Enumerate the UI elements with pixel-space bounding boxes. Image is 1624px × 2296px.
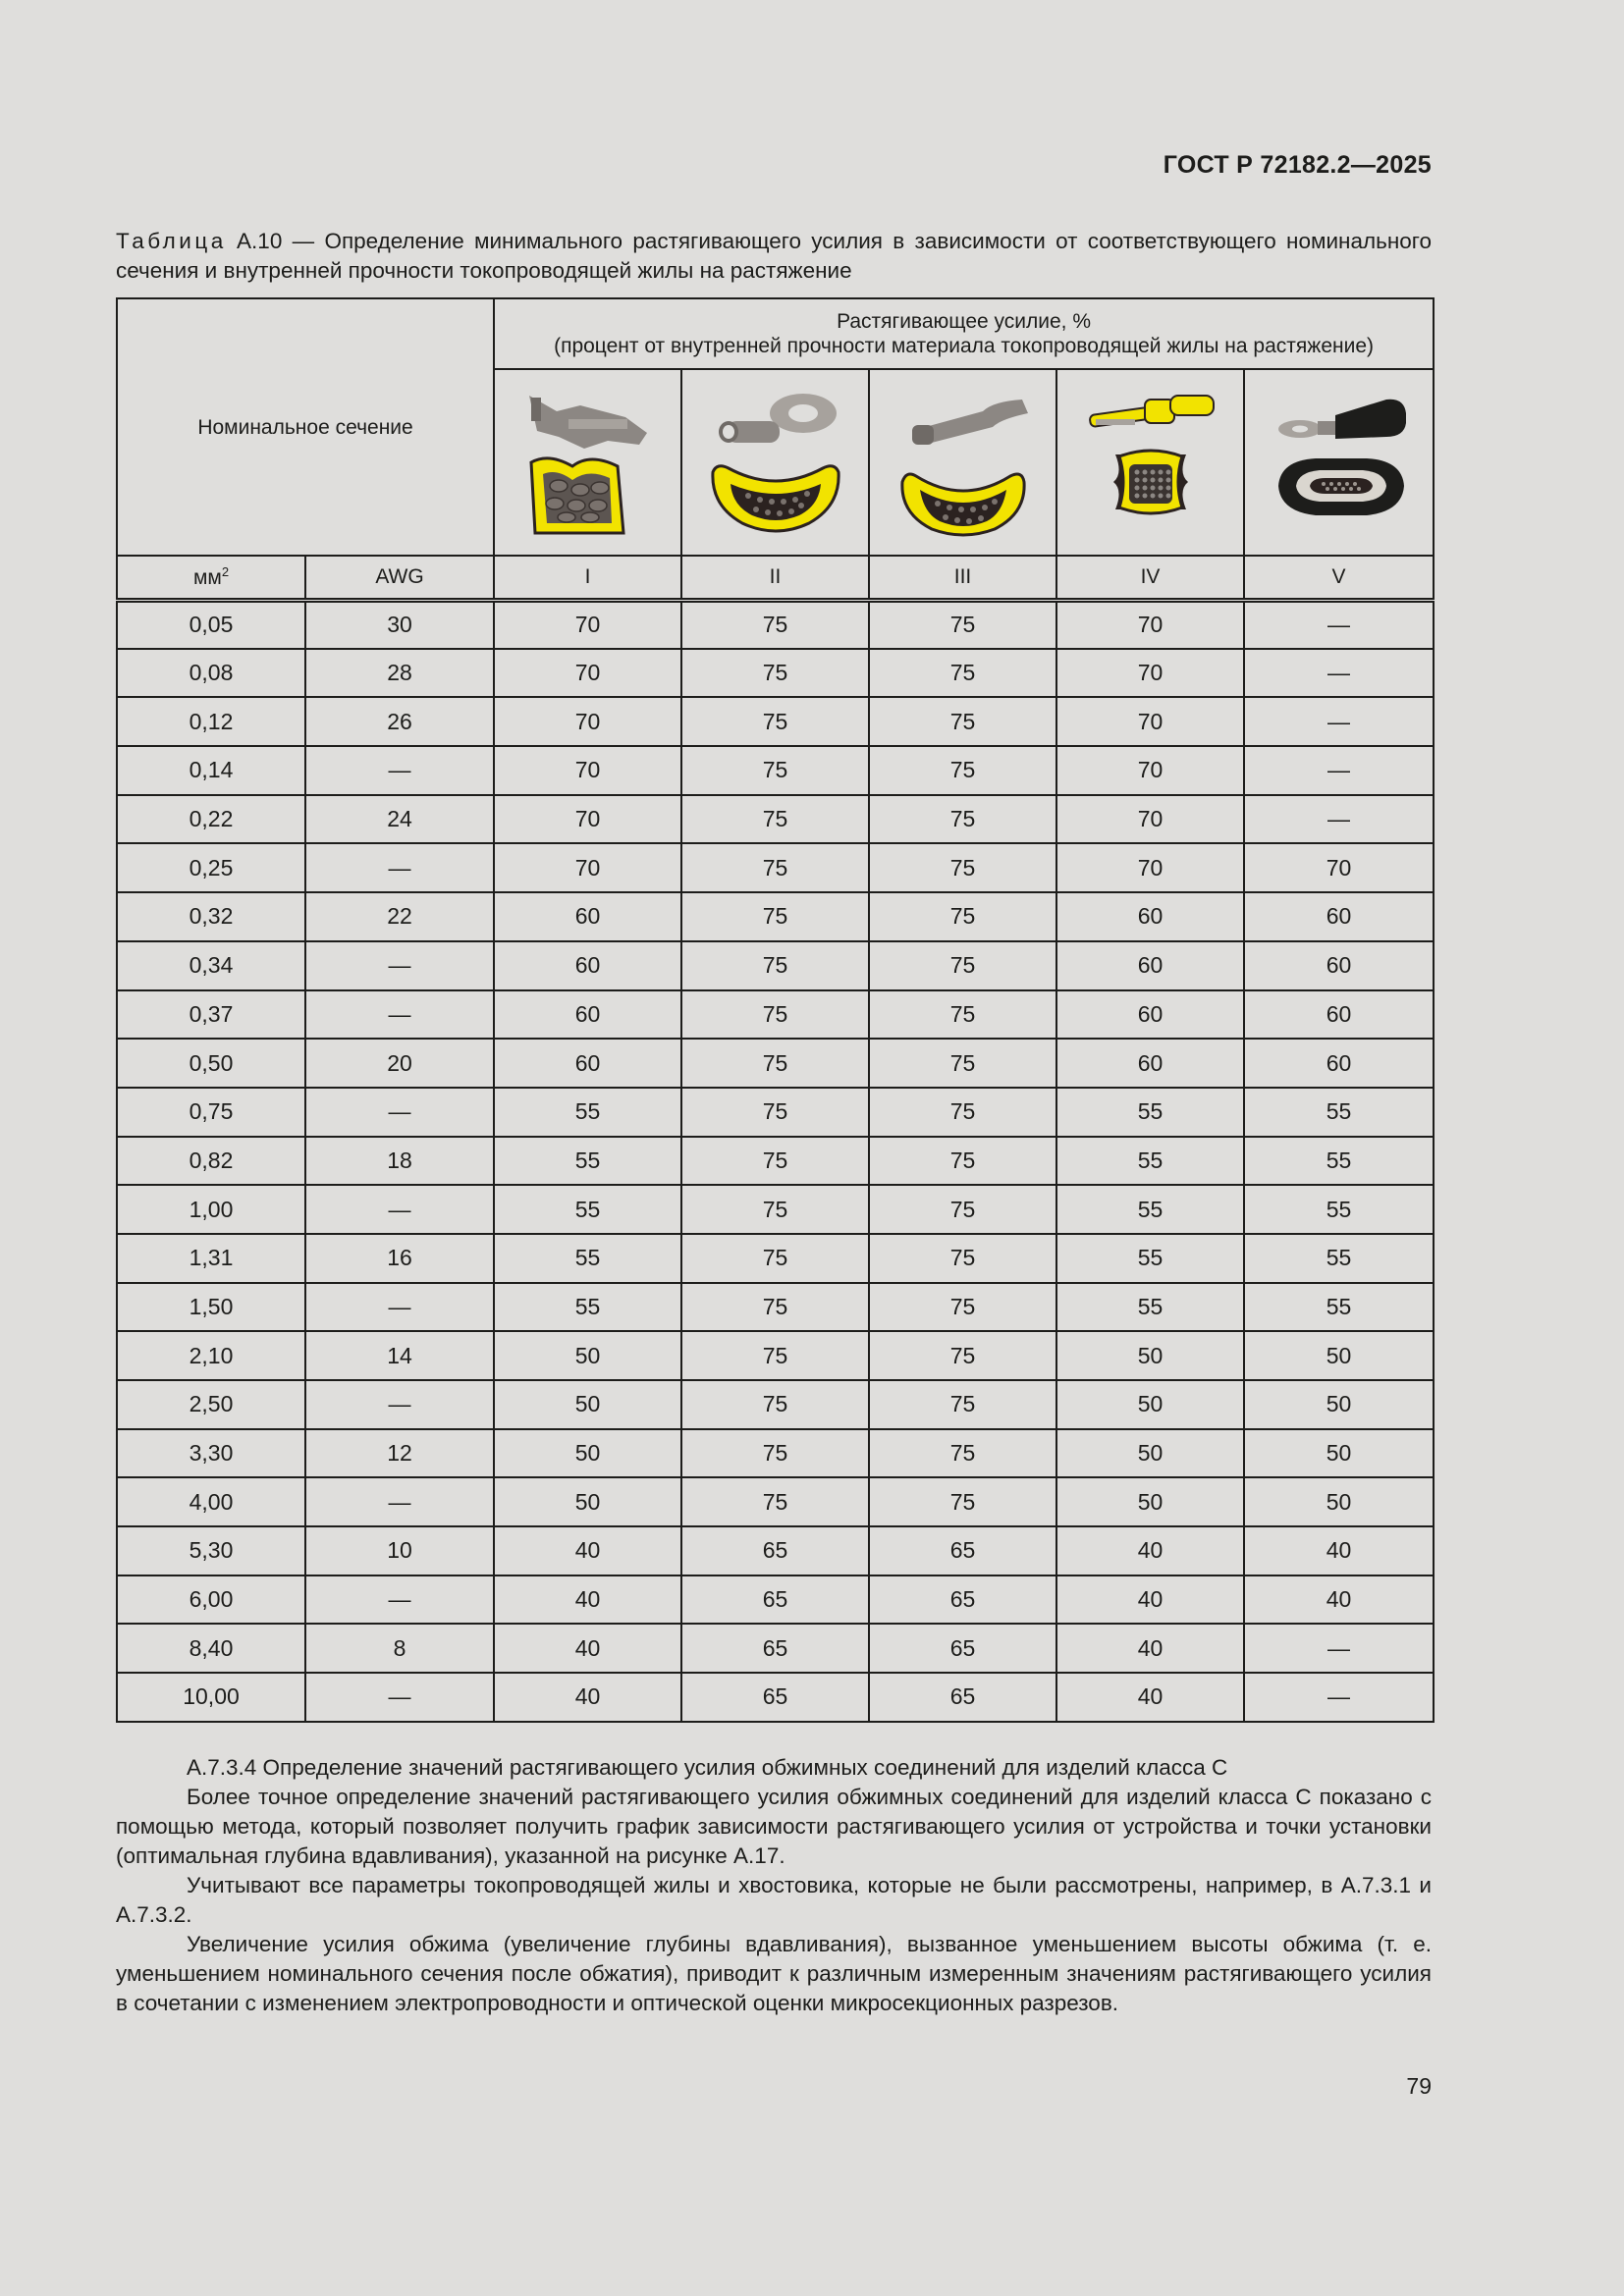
table-cell: 50 [1056,1331,1244,1380]
table-cell: 6,00 [117,1575,305,1625]
terminal-crimp-icon [510,384,667,541]
table-cell: 75 [869,1185,1056,1234]
table-cell: 40 [1244,1526,1434,1575]
table-cell: 70 [1244,843,1434,892]
table-cell: 75 [681,1283,869,1332]
table-cell: 75 [681,1429,869,1478]
table-row [117,746,1434,795]
body-paragraph: А.7.3.4 Определение значений растягивающего усилия обжимных соединений для изделий класса C [187,1755,1228,1780]
table-cell: 22 [305,892,494,941]
table-cell: 75 [681,1137,869,1186]
table-cell: 55 [494,1088,681,1137]
body-paragraph: Увеличение усилия обжима (увеличение глубины вдавливания), вызванное уменьшением высоты обжима (т. е. уменьшением номинального сечения после обжатия), приводит к различным измеренным значениям растягивающего усилия в сочетании с изменением электропроводности и оптической оценки микросекционных разрезов. [116,1932,1432,2015]
table-cell: 28 [305,649,494,698]
table-cell: — [305,1088,494,1137]
mm2-unit: мм [192,565,222,589]
table-row [117,1526,1434,1575]
table-cell: 70 [494,697,681,746]
table-cell: 50 [494,1477,681,1526]
table-row [117,990,1434,1040]
table-cell: 70 [1056,697,1244,746]
table-row [117,1283,1434,1332]
body-paragraph: Учитывают все параметры токопроводящей жилы и хвостовика, которые не были рассмотрены, например, в А.7.3.1 и А.7.3.2. [116,1873,1432,1927]
table-cell: 60 [494,941,681,990]
table-cell: 70 [1056,843,1244,892]
table-cell: — [1244,649,1434,698]
table-cell: — [1244,795,1434,844]
table-cell: 55 [1244,1283,1434,1332]
table-cell: 0,22 [117,795,305,844]
table-cell: — [305,1283,494,1332]
table-cell: 75 [869,843,1056,892]
table-row [117,941,1434,990]
table-cell: 40 [494,1673,681,1722]
table-cell: 40 [494,1575,681,1625]
table-cell: 8 [305,1624,494,1673]
table-cell: 50 [494,1429,681,1478]
page-number: 79 [1406,2073,1432,2099]
table-cell: 55 [1244,1234,1434,1283]
table-cell: 75 [681,941,869,990]
table-cell: 75 [681,1234,869,1283]
table-row [117,697,1434,746]
table-cell: 26 [305,697,494,746]
table-cell: 10,00 [117,1673,305,1722]
tensile-force-title: Растягивающее усилие, % [837,310,1092,333]
table-cell: 0,82 [117,1137,305,1186]
table-cell: 10 [305,1526,494,1575]
table-row [117,1088,1434,1137]
table-cell: 40 [494,1624,681,1673]
ferrule-crimp-icon [1072,384,1229,541]
table-cell: 75 [681,600,869,649]
table-cell: 75 [869,990,1056,1040]
table-cell: — [1244,1673,1434,1722]
table-cell: 60 [494,1039,681,1088]
table-cell: 50 [1244,1429,1434,1478]
table-cell: 75 [681,1477,869,1526]
tensile-force-header [494,298,1434,369]
table-cell: — [305,941,494,990]
table-cell: 55 [494,1234,681,1283]
table-cell: 4,00 [117,1477,305,1526]
column-header-class-iii: III [869,556,1056,600]
table-cell: 12 [305,1429,494,1478]
table-cell: 40 [1056,1575,1244,1625]
table-cell: 55 [1244,1137,1434,1186]
table-cell: 60 [1056,892,1244,941]
table-caption [116,227,1432,286]
table-row [117,1331,1434,1380]
class-i-picture [494,369,681,556]
table-cell: 75 [681,1331,869,1380]
table-cell: — [305,843,494,892]
table-cell: 2,50 [117,1380,305,1429]
table-row [117,1673,1434,1722]
column-header-class-ii: II [681,556,869,600]
table-row [117,1137,1434,1186]
table-cell: 70 [1056,795,1244,844]
table-cell: 75 [869,649,1056,698]
table-cell: 65 [869,1624,1056,1673]
table-cell: 65 [869,1575,1056,1625]
mm2-superscript: 2 [221,563,230,579]
tensile-force-subtitle: (процент от внутренней прочности материала токопроводящей жилы на растяжение) [554,335,1374,357]
table-cell: — [1244,600,1434,649]
table-cell: 40 [1244,1575,1434,1625]
table-cell: — [305,1185,494,1234]
table-cell: 1,00 [117,1185,305,1234]
table-row [117,1624,1434,1673]
table-cell: 75 [681,892,869,941]
column-header-class-v: V [1244,556,1434,600]
table-cell: 75 [869,1477,1056,1526]
table-cell: 55 [1056,1185,1244,1234]
table-cell: 30 [305,600,494,649]
table-cell: 75 [869,1331,1056,1380]
table-cell: 70 [1056,600,1244,649]
table-cell: 55 [1244,1088,1434,1137]
table-cell: 75 [869,892,1056,941]
table-cell: 75 [869,1137,1056,1186]
table-cell: 75 [869,795,1056,844]
table-cell: 75 [681,649,869,698]
table-cell: 16 [305,1234,494,1283]
table-row [117,1380,1434,1429]
caption-label: Таблица [116,229,227,253]
table-cell: 70 [1056,746,1244,795]
table-cell: 5,30 [117,1526,305,1575]
table-cell: 2,10 [117,1331,305,1380]
table-cell: 8,40 [117,1624,305,1673]
table-cell: 55 [1056,1088,1244,1137]
table-cell: 0,14 [117,746,305,795]
class-iii-picture [869,369,1056,556]
table-cell: 75 [681,843,869,892]
table-cell: 70 [494,795,681,844]
table-cell: 75 [681,1039,869,1088]
table-cell: 55 [1056,1283,1244,1332]
table-cell: 0,05 [117,600,305,649]
table-cell: 75 [869,1039,1056,1088]
table-row [117,843,1434,892]
table-cell: 75 [869,1234,1056,1283]
tube-lug-crimp-icon [885,384,1042,541]
table-cell: 70 [494,649,681,698]
table-cell: 65 [869,1526,1056,1575]
table-cell: 75 [869,746,1056,795]
table-cell: 20 [305,1039,494,1088]
table-cell: 75 [869,1380,1056,1429]
table-body [117,600,1434,1722]
body-paragraph: Более точное определение значений растягивающего усилия обжимных соединений для изделий класса C показано с помощью метода, который позволяет получить график зависимости растягивающего усилия от устройства и точки установки (оптимальная глубина вдавливания), указанной на рисунке А.17. [116,1785,1432,1868]
table-cell: 70 [1056,649,1244,698]
table-cell: — [1244,1624,1434,1673]
document-id: ГОСТ Р 72182.2—2025 [1163,151,1432,179]
table-cell: 65 [681,1575,869,1625]
table-cell: 55 [494,1283,681,1332]
column-header-class-iv: IV [1056,556,1244,600]
table-cell: 60 [1056,990,1244,1040]
column-header-mm2 [117,556,305,600]
table-cell: 65 [681,1624,869,1673]
table-row [117,649,1434,698]
table-cell: 50 [1056,1429,1244,1478]
table-cell: 55 [1056,1137,1244,1186]
table-row [117,1477,1434,1526]
table-cell: 50 [494,1380,681,1429]
table-cell: 75 [681,1088,869,1137]
table-cell: — [305,746,494,795]
table-cell: 60 [1244,990,1434,1040]
table-cell: 75 [681,1185,869,1234]
body-text [116,1753,1432,2018]
table-cell: 60 [494,990,681,1040]
table-cell: 65 [681,1673,869,1722]
table-cell: 18 [305,1137,494,1186]
table-cell: — [1244,697,1434,746]
table-cell: 14 [305,1331,494,1380]
table-cell: 3,30 [117,1429,305,1478]
table-cell: 75 [681,697,869,746]
table-cell: 60 [1244,1039,1434,1088]
table-cell: 50 [1244,1331,1434,1380]
class-ii-picture [681,369,869,556]
table-cell: 70 [494,746,681,795]
table-row [117,1575,1434,1625]
table-cell: 60 [1056,941,1244,990]
table-cell: 75 [869,1283,1056,1332]
table-cell: 65 [869,1673,1056,1722]
table-cell: — [305,1380,494,1429]
table-cell: 55 [1056,1234,1244,1283]
table-cell: 75 [869,1088,1056,1137]
table-cell: 50 [1244,1477,1434,1526]
table-cell: 40 [1056,1624,1244,1673]
table-cell: 0,12 [117,697,305,746]
table-cell: 0,75 [117,1088,305,1137]
table-row [117,1039,1434,1088]
table-cell: 75 [681,795,869,844]
table-cell: 65 [681,1526,869,1575]
insulated-ring-crimp-icon [1261,384,1418,541]
table-cell: 0,34 [117,941,305,990]
table-cell: 70 [494,843,681,892]
table-cell: 55 [494,1185,681,1234]
class-v-picture [1244,369,1434,556]
table-cell: 75 [681,990,869,1040]
table-row [117,1429,1434,1478]
table-row [117,1185,1434,1234]
table-cell: 60 [1244,941,1434,990]
table-cell: 75 [681,1380,869,1429]
table-cell: 50 [1056,1477,1244,1526]
table-cell: 0,25 [117,843,305,892]
table-cell: 75 [681,746,869,795]
table-cell: 75 [869,600,1056,649]
nominal-section-header: Номинальное сечение [117,298,494,556]
table-cell: 0,08 [117,649,305,698]
table-cell: 40 [494,1526,681,1575]
table-cell: 0,32 [117,892,305,941]
table-cell: — [305,1575,494,1625]
table-cell: — [1244,746,1434,795]
table-cell: 60 [494,892,681,941]
table-cell: 55 [1244,1185,1434,1234]
table-row [117,600,1434,649]
table-cell: — [305,1477,494,1526]
table-cell: 0,37 [117,990,305,1040]
table-cell: — [305,990,494,1040]
table-cell: 1,31 [117,1234,305,1283]
table-cell: 24 [305,795,494,844]
column-header-class-i: I [494,556,681,600]
table-cell: 1,50 [117,1283,305,1332]
column-header-awg: AWG [305,556,494,600]
table-cell: 75 [869,941,1056,990]
table-cell: 40 [1056,1673,1244,1722]
table-cell: — [305,1673,494,1722]
tensile-force-table [116,297,1435,1723]
table-cell: 50 [1244,1380,1434,1429]
ring-lug-crimp-icon [697,384,854,541]
table-cell: 70 [494,600,681,649]
caption-text: А.10 — Определение минимального растягивающего усилия в зависимости от соответствующего номинального сечения и внутренней прочности токопроводящей жилы на растяжение [116,229,1432,283]
table-row [117,795,1434,844]
table-row [117,892,1434,941]
table-row [117,1234,1434,1283]
table-cell: 75 [869,1429,1056,1478]
table-cell: 40 [1056,1526,1244,1575]
table-cell: 60 [1244,892,1434,941]
table-cell: 0,50 [117,1039,305,1088]
table-cell: 75 [869,697,1056,746]
table-cell: 50 [1056,1380,1244,1429]
class-iv-picture [1056,369,1244,556]
table-cell: 55 [494,1137,681,1186]
table-cell: 50 [494,1331,681,1380]
table-cell: 60 [1056,1039,1244,1088]
